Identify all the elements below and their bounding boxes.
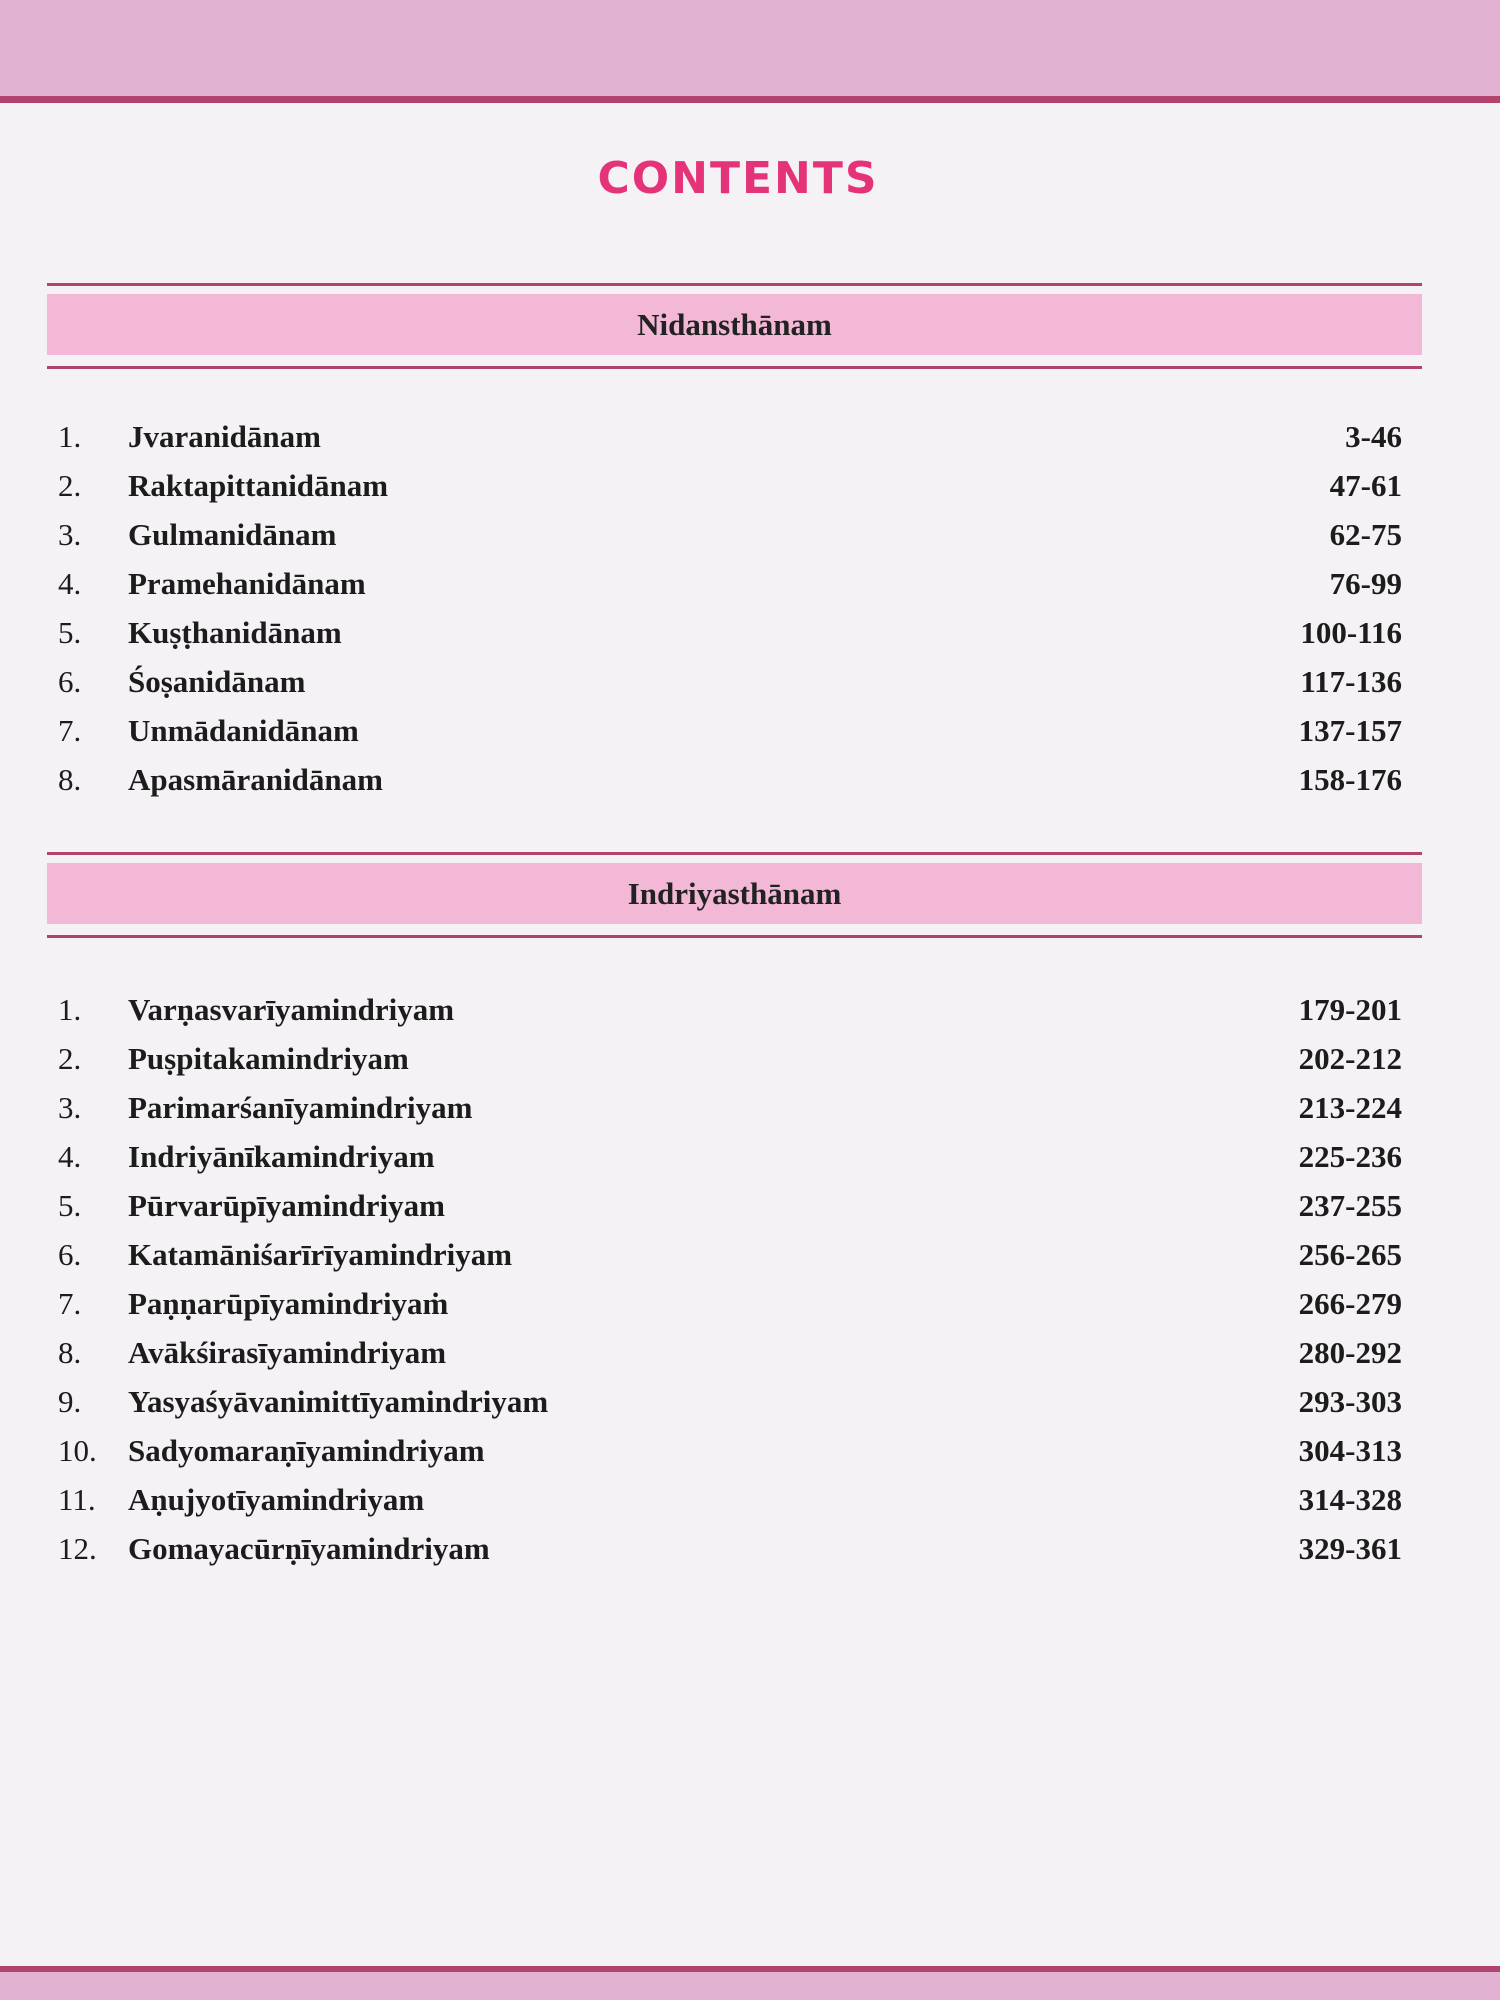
section-header-nidansthanam <box>47 283 1422 369</box>
entry-title: Paṇṇarūpīyamindriyaṁ <box>128 1286 449 1321</box>
entry-pages: 237-255 <box>1298 1188 1402 1223</box>
entry-number: 2. <box>58 468 82 503</box>
entry-number: 7. <box>58 1286 82 1321</box>
toc-entry[interactable] <box>0 462 1500 510</box>
section-band <box>47 294 1422 355</box>
entry-title: Pramehanidānam <box>128 566 366 601</box>
entry-number: 12. <box>58 1531 97 1566</box>
entry-title: Varṇasvarīyamindriyam <box>128 992 455 1027</box>
entry-title: Avākśirasīyamindriyam <box>128 1335 447 1370</box>
entry-title: Katamāniśarīrīyamindriyam <box>128 1237 513 1272</box>
entry-pages: 225-236 <box>1298 1139 1402 1174</box>
toc-entry[interactable] <box>0 1084 1500 1132</box>
entry-number: 5. <box>58 615 82 650</box>
entry-number: 3. <box>58 517 82 552</box>
entry-pages: 179-201 <box>1298 992 1402 1027</box>
toc-entry[interactable] <box>0 609 1500 657</box>
entry-title: Indriyānīkamindriyam <box>128 1139 435 1174</box>
entry-pages: 62-75 <box>1329 517 1402 552</box>
section-heading: Nidansthānam <box>637 306 832 342</box>
toc-entry[interactable] <box>0 1476 1500 1524</box>
bottom-border-band <box>0 1972 1500 2000</box>
toc-entry[interactable] <box>0 1329 1500 1377</box>
entry-pages: 329-361 <box>1298 1531 1402 1566</box>
entry-title: Yasyaśyāvanimittīyamindriyam <box>128 1384 549 1419</box>
entry-pages: 304-313 <box>1298 1433 1402 1468</box>
entry-pages: 76-99 <box>1329 566 1402 601</box>
entry-pages: 47-61 <box>1329 468 1402 503</box>
entry-number: 3. <box>58 1090 82 1125</box>
top-border-rule <box>0 96 1500 103</box>
entry-title: Apasmāranidānam <box>128 762 383 797</box>
entry-title: Gulmanidānam <box>128 517 337 552</box>
entry-pages: 100-116 <box>1300 615 1402 650</box>
entry-number: 1. <box>58 419 82 454</box>
entry-number: 10. <box>58 1433 97 1468</box>
top-border-band <box>0 0 1500 98</box>
entry-number: 2. <box>58 1041 82 1076</box>
toc-entry[interactable] <box>0 1133 1500 1181</box>
entry-number: 8. <box>58 762 82 797</box>
entry-title: Aṇujyotīyamindriyam <box>128 1482 425 1517</box>
section-rule-top <box>47 852 1422 855</box>
entry-pages: 3-46 <box>1345 419 1402 454</box>
toc-entry[interactable] <box>0 658 1500 706</box>
section-rule-top <box>47 283 1422 286</box>
entry-number: 8. <box>58 1335 82 1370</box>
entry-title: Parimarśanīyamindriyam <box>128 1090 473 1125</box>
toc-entry[interactable] <box>0 560 1500 608</box>
entry-pages: 314-328 <box>1298 1482 1402 1517</box>
entry-number: 4. <box>58 566 82 601</box>
entry-number: 11. <box>58 1482 96 1517</box>
toc-entry[interactable] <box>0 1182 1500 1230</box>
entry-pages: 266-279 <box>1298 1286 1402 1321</box>
section-rule-bottom <box>47 366 1422 369</box>
section-band <box>47 863 1422 924</box>
entry-title: Unmādanidānam <box>128 713 359 748</box>
toc-entry[interactable] <box>0 413 1500 461</box>
toc-entry[interactable] <box>0 1231 1500 1279</box>
entry-pages: 202-212 <box>1298 1041 1402 1076</box>
toc-entry[interactable] <box>0 1035 1500 1083</box>
toc-entry[interactable] <box>0 511 1500 559</box>
entry-title: Gomayacūrṇīyamindriyam <box>128 1531 490 1566</box>
toc-entry[interactable] <box>0 707 1500 755</box>
entry-pages: 137-157 <box>1298 713 1402 748</box>
entry-number: 5. <box>58 1188 82 1223</box>
page-title: CONTENTS <box>597 153 879 204</box>
entry-title: Sadyomaraṇīyamindriyam <box>128 1433 485 1468</box>
entry-pages: 293-303 <box>1298 1384 1402 1419</box>
entry-number: 6. <box>58 1237 82 1272</box>
toc-entry[interactable] <box>0 1525 1500 1573</box>
entry-title: Pūrvarūpīyamindriyam <box>128 1188 445 1223</box>
entry-title: Puṣpitakamindriyam <box>128 1041 409 1076</box>
entry-title: Śoṣanidānam <box>128 664 306 699</box>
toc-entry[interactable] <box>0 1280 1500 1328</box>
entry-title: Raktapittanidānam <box>128 468 389 503</box>
toc-entry[interactable] <box>0 986 1500 1034</box>
toc-entry[interactable] <box>0 756 1500 804</box>
toc-entry[interactable] <box>0 1378 1500 1426</box>
entry-pages: 117-136 <box>1300 664 1402 699</box>
entry-pages: 256-265 <box>1298 1237 1402 1272</box>
entry-number: 9. <box>58 1384 82 1419</box>
section-heading: Indriyasthānam <box>627 875 842 911</box>
entry-number: 6. <box>58 664 82 699</box>
entry-title: Kuṣṭhanidānam <box>128 615 342 650</box>
entry-title: Jvaranidānam <box>128 419 321 454</box>
section-rule-bottom <box>47 935 1422 938</box>
entry-pages: 158-176 <box>1298 762 1402 797</box>
entry-number: 1. <box>58 992 82 1027</box>
entry-number: 7. <box>58 713 82 748</box>
section-header-indriyasthanam <box>47 852 1422 938</box>
toc-entry[interactable] <box>0 1427 1500 1475</box>
entry-pages: 213-224 <box>1298 1090 1402 1125</box>
entry-pages: 280-292 <box>1298 1335 1402 1370</box>
entry-number: 4. <box>58 1139 82 1174</box>
